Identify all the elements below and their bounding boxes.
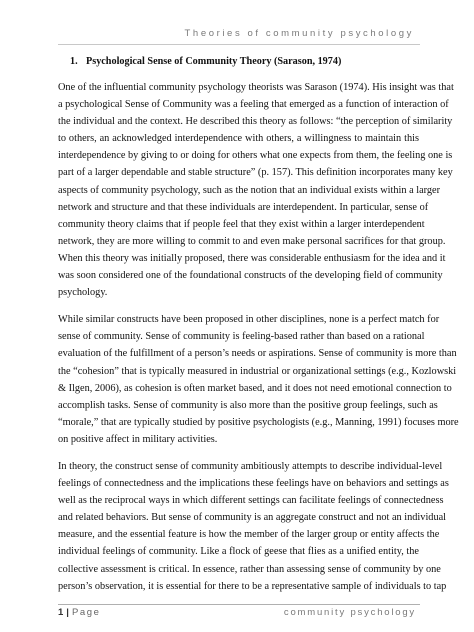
footer-divider bbox=[58, 604, 420, 605]
text-line: community theory claims that if people feel that they exist within a larger interdependent bbox=[58, 218, 425, 230]
text-line: & Ilgen, 2006), as cohesion is often market based, and it does not need emotional connection to bbox=[58, 382, 452, 394]
text-line: a psychological Sense of Community was a feeling that emerged as a function of interaction of bbox=[58, 99, 449, 111]
paragraph-1 bbox=[58, 79, 454, 301]
text-line: network, they are more willing to commit to and even make personal sacrifices for that group. bbox=[58, 235, 446, 247]
text-line: well as the reciprocal ways in which different settings can facilitate feelings of connectedness bbox=[58, 495, 444, 507]
text-line: While similar constructs have been proposed in other disciplines, none is a perfect match for bbox=[58, 314, 440, 326]
running-header-title: Theories of community psychology bbox=[184, 28, 414, 39]
text-line: “morale,” that are typically studied by positive psychologists (e.g., Manning, 1991) focuses more bbox=[58, 416, 459, 428]
text-line: evaluation of the fulfillment of a person’s needs or aspirations. Sense of community is more than bbox=[58, 348, 457, 360]
running-footer-title: community psychology bbox=[283, 607, 416, 618]
text-line: sense of community. Sense of community is feeling-based rather than based on a rational bbox=[58, 331, 425, 343]
text-line: part of a larger dependable and stable structure” (p. 157). This definition incorporates many key bbox=[58, 167, 453, 179]
footer-separator: | bbox=[66, 607, 69, 618]
text-line: measure, and the essential feature is how the member of the larger group or entity affects the bbox=[58, 529, 440, 541]
section-heading bbox=[70, 56, 419, 67]
text-line: was soon considered one of the foundational constructs of the developing field of community bbox=[58, 270, 443, 282]
text-line: aspects of community psychology, such as the notion that an individual exists within a larger bbox=[58, 184, 441, 196]
page-word: Page bbox=[71, 607, 101, 618]
text-line: and related behaviors. But sense of community is an aggregate construct and not an individual bbox=[58, 512, 447, 524]
text-line: to others, an acknowledged interdependence with others, a willingness to maintain this bbox=[58, 133, 419, 145]
text-line: feelings of connectedness and the implications these feelings have on behaviors and settings as bbox=[58, 478, 449, 490]
text-line: In theory, the construct sense of community ambitiously attempts to describe individual-level bbox=[58, 460, 443, 472]
text-line: One of the influential community psychology theorists was Sarason (1974). His insight was that bbox=[58, 82, 454, 93]
header-divider bbox=[58, 44, 420, 45]
text-line: network and structure and that these individuals are interdependent. In particular, sense of bbox=[58, 201, 429, 213]
section-title: Psychological Sense of Community Theory (Sarason, 1974) bbox=[86, 56, 342, 67]
text-line: When this theory was initially proposed, there was considerable enthusiasm for the idea and it bbox=[58, 252, 446, 264]
text-line: accomplish tasks. Sense of community is also more than the positive group feelings, such as bbox=[58, 399, 438, 411]
paragraph-2 bbox=[58, 311, 459, 448]
text-line: individual feelings of community. Like a flock of geese that flies as a unified entity, the bbox=[58, 546, 419, 558]
text-line: psychology. bbox=[58, 287, 108, 299]
text-line: collective assessment is critical. In essence, rather than assessing sense of community by one bbox=[58, 563, 441, 575]
footer-page-label bbox=[58, 607, 101, 618]
text-line: the “cohesion” that is typically measured in industrial or organizational settings (e.g., Kozlowski bbox=[58, 365, 457, 377]
page-number: 1 bbox=[58, 607, 64, 618]
text-line: person’s observation, it is essential for there to be a representative sample of individuals to tap bbox=[58, 580, 447, 592]
text-line: on positive affect in military activities. bbox=[58, 433, 218, 445]
text-line: interdependence by giving to or doing for others what one expects from them, the feeling one is bbox=[58, 150, 453, 162]
paragraph-3 bbox=[58, 458, 449, 595]
section-number: 1. bbox=[70, 56, 78, 67]
text-line: the individual and the context. He described this theory as follows: “the perception of similarity bbox=[58, 116, 453, 128]
page-body bbox=[58, 56, 459, 605]
